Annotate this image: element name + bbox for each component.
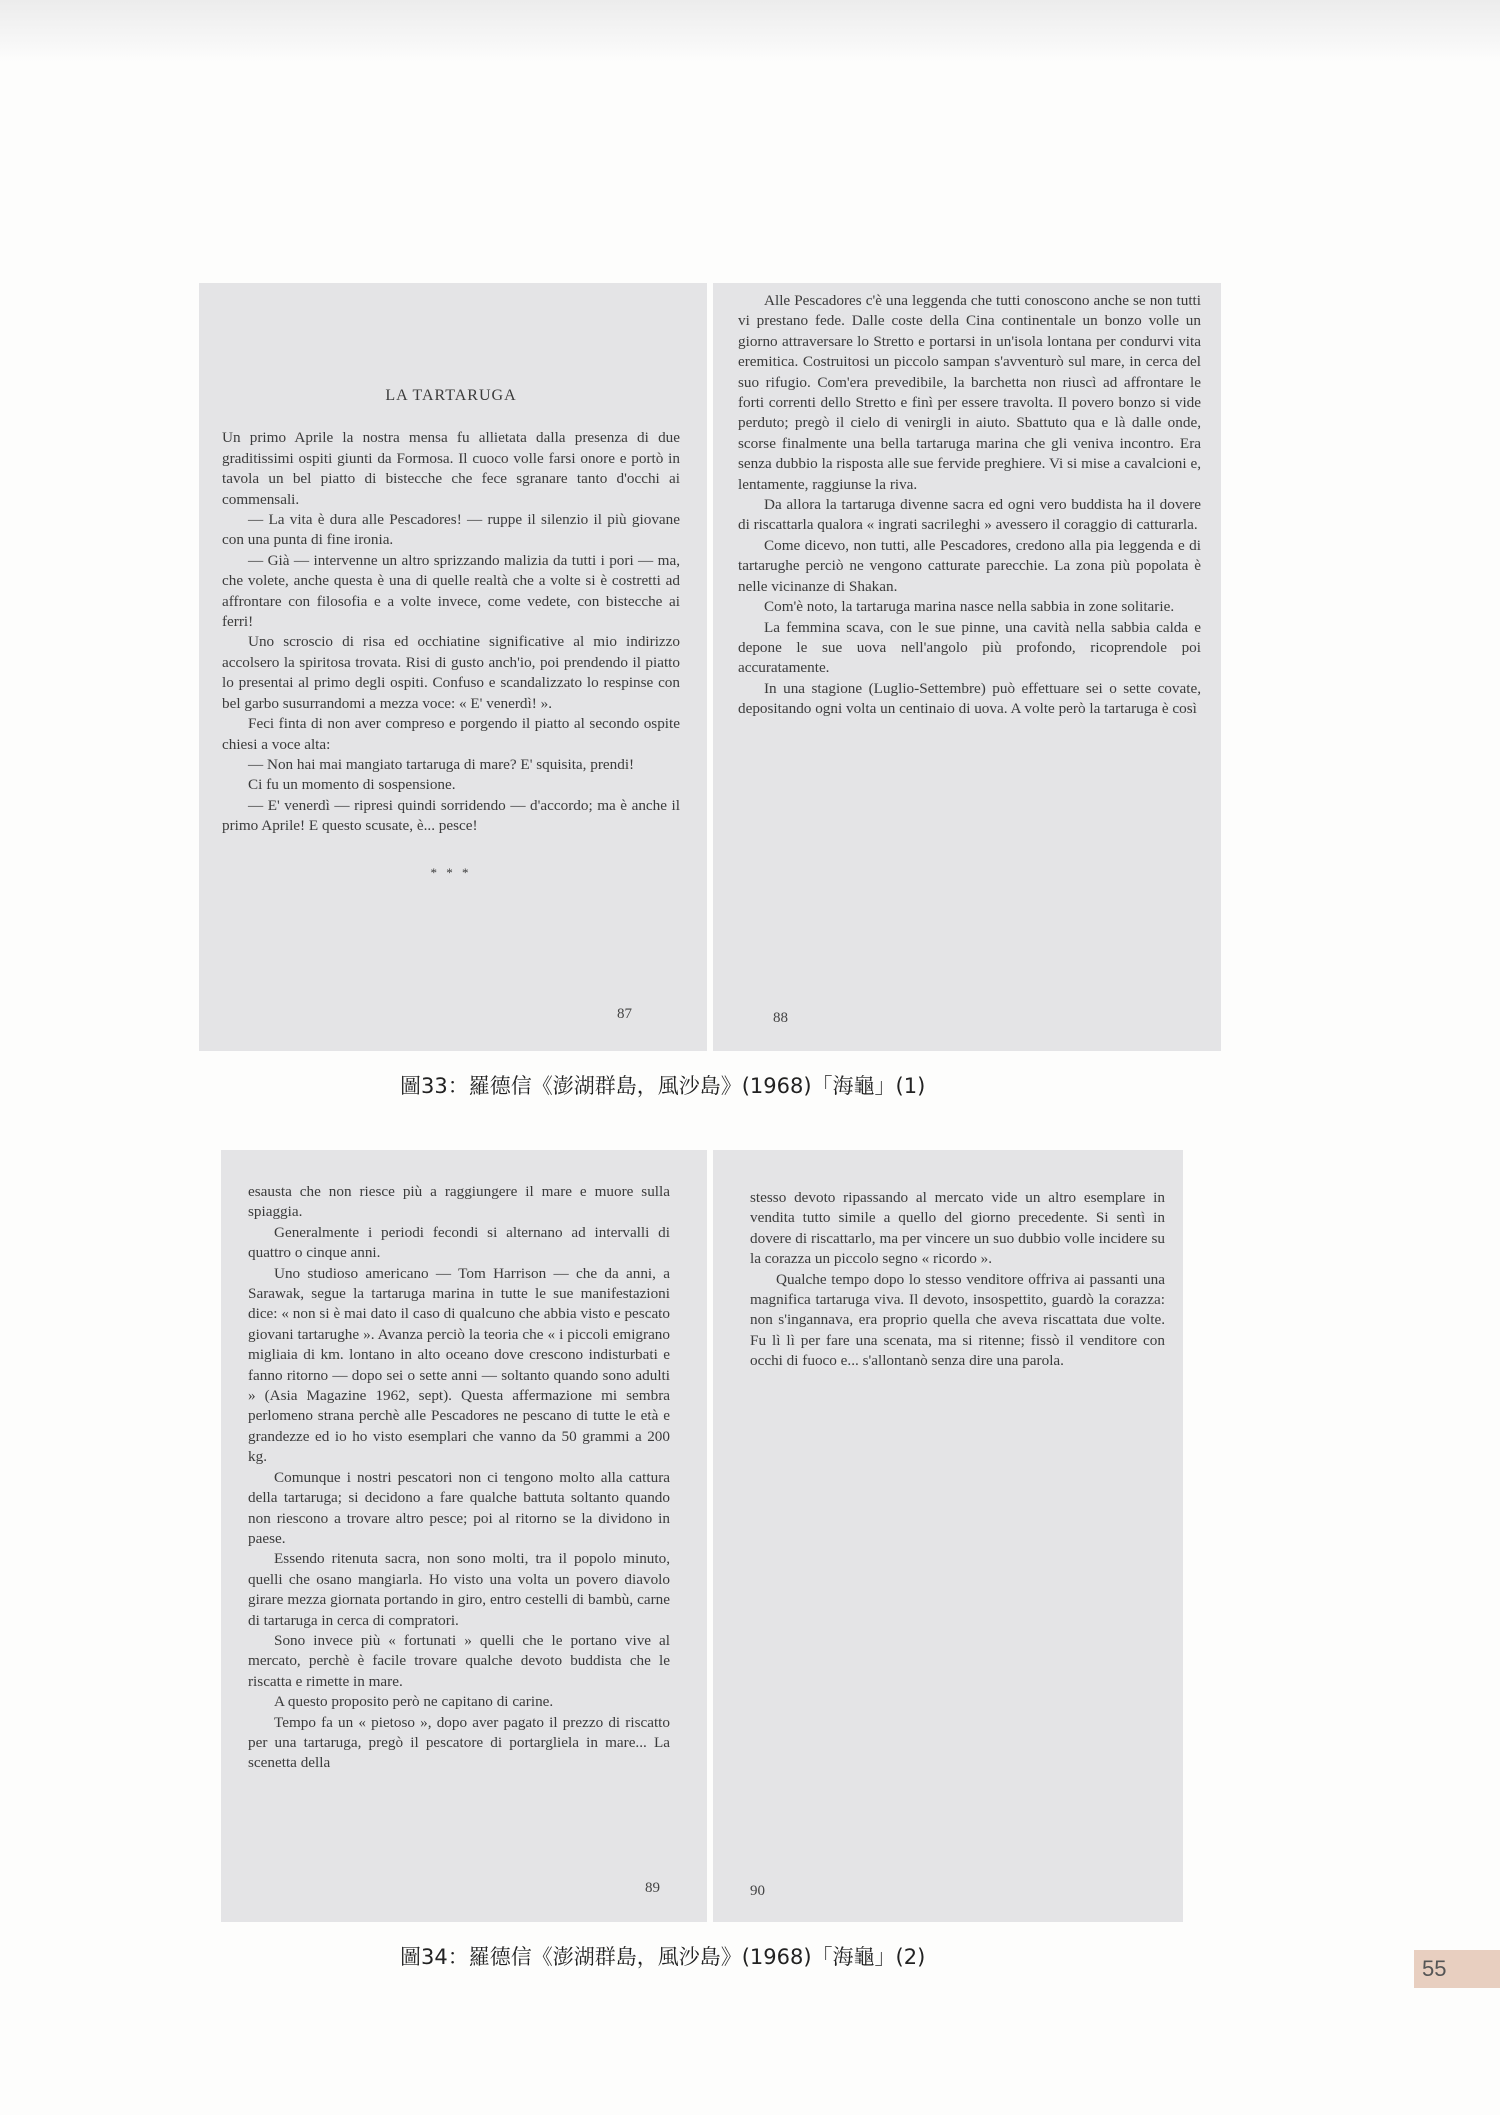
- figure-caption: 圖34：羅德信《澎湖群島，風沙島》(1968)「海龜」(2): [400, 1945, 926, 1969]
- paragraph: Da allora la tartaruga divenne sacra ed ogni vero buddista ha il dovere di riscattarla qualora « ingrati sacrileghi » avessero il coraggio di catturarla.: [738, 496, 1201, 534]
- paragraph: — Non hai mai mangiato tartaruga di mare? E' squisita, prendi!: [248, 755, 635, 773]
- chapter-title: LA TARTARUGA: [385, 387, 517, 404]
- page-number: 90: [750, 1883, 765, 1899]
- paragraph: Generalmente i periodi fecondi si alternano ad intervalli di quattro o cinque anni.: [248, 1223, 670, 1262]
- paragraph: Tempo fa un « pietoso », dopo aver pagato il prezzo di riscatto per una tartaruga, pregò il pescatore di portargliela in mare... La scenetta della: [248, 1713, 670, 1772]
- paragraph: Essendo ritenuta sacra, non sono molti, tra il popolo minuto, quelli che osano mangiarla. Ho visto una volta un povero diavolo girare mezza giornata portando in giro, entro cestelli di bambù, carne di tartaruga in cerca di compratori.: [248, 1550, 670, 1629]
- paragraph: — La vita è dura alle Pescadores! — ruppe il silenzio il più giovane con una punta di fine ironia.: [222, 511, 680, 549]
- page-number: 89: [645, 1880, 660, 1896]
- scan-page-89: [221, 1150, 707, 1922]
- section-separator: * * *: [430, 864, 472, 880]
- scan-page-90: [713, 1150, 1183, 1922]
- paragraph: Come dicevo, non tutti, alle Pescadores, credono alla pia leggenda e di tartarughe perciò ne vengono catturate parecchie. La zona più popolata è nelle vicinanze di Shakan.: [738, 536, 1201, 595]
- figure-caption: 圖33：羅德信《澎湖群島，風沙島》(1968)「海龜」(1): [400, 1074, 926, 1098]
- scan-top-band: [0, 0, 1500, 62]
- page-folio: 55: [1414, 1950, 1500, 1988]
- paragraph: Alle Pescadores c'è una leggenda che tutti conoscono anche se non tutti vi prestano fede. Dalle coste della Cina continentale un bonzo volle un giorno attraversare lo Stretto e portarsi in un'isola lontana per condurvi vita eremitica. Costruitosi un piccolo sampan s'avventurò sul mare, in cerca del suo rifugio. Com'era prevedibile, la barchetta non riuscì ad affrontare le forti correnti dello Stretto e finì per essere travolta. Il povero bonzo si vide perduto; pregò il cielo di venirgli in aiuto. Sbattuto qua e là dalle onde, scorse finalmente una bella tartaruga marina che gli veniva incontro. Era senza dubbio la risposta alle sue fervide preghiere. Vi si mise a cavalcioni e, lentamente, raggiunse la riva.: [738, 292, 1201, 493]
- paragraph: stesso devoto ripassando al mercato vide un altro esemplare in vendita tutto simile a quello del giorno precedente. Si sentì in dovere di riscattarlo, ma per vincere un suo dubbio volle incidere su la corazza un piccolo segno « ricordo ».: [750, 1189, 1165, 1268]
- paragraph: Qualche tempo dopo lo stesso venditore offriva ai passanti una magnifica tartaruga viva. Il devoto, insospettito, guardò la corazza: non s'ingannava, era proprio quella che aveva riscattata due volte. Fu lì lì per fare una scenata, ma si ritenne; fissò il venditore con occhi di fuoco e... s'allontanò senza dire una parola.: [750, 1270, 1165, 1370]
- page-88-text: [738, 291, 1201, 720]
- paragraph: Uno studioso americano — Tom Harrison — che da anni, a Sarawak, segue la tartaruga marina in tutte le sue manifestazioni dice: « non si è mai dato il caso di qualcuno che abbia visto e pescato giovani tartarughe ». Avanza perciò la teoria che « i piccoli emigrano migliaia di km. lontano in alto oceano dove crescono indisturbati e fanno ritorno — dopo sei o sette anni — soltanto quando sono adulti » (Asia Magazine 1962, sept). Questa affermazione mi sembra perlomeno strana perchè alle Pescadores ne pescano di tutte le età e grandezze ed io ho visto esemplari che vanno da 50 grammi a 200 kg.: [248, 1264, 670, 1466]
- page-90-text: [750, 1188, 1165, 1372]
- page-87-text: [222, 386, 680, 883]
- paragraph: — Già — intervenne un altro sprizzando malizia da tutti i pori — ma, che volete, anche questa è una di quelle realtà che a volte si è costretti ad affrontare con filosofia e a volte invece, come vedete, con bistecche ai ferri!: [222, 551, 680, 631]
- paragraph: A questo proposito però ne capitano di carine.: [274, 1693, 554, 1711]
- paragraph: Com'è noto, la tartaruga marina nasce nella sabbia in zone solitarie.: [764, 598, 1175, 616]
- paragraph: In una stagione (Luglio-Settembre) può effettuare sei o sette covate, depositando ogni volta un centinaio di uova. A volte però la tartaruga è così: [738, 679, 1201, 718]
- paragraph: Sono invece più « fortunati » quelli che le portano vive al mercato, perchè è facile trovare qualche devoto buddista che le riscatta e rimette in mare.: [248, 1631, 670, 1690]
- paragraph: Comunque i nostri pescatori non ci tengono molto alla cattura della tartaruga; si decidono a fare qualche battuta soltanto quando non riescono a trovare altro pesce; poi al ritorno se la dividono in paese.: [248, 1468, 670, 1547]
- paragraph: Ci fu un momento di sospensione.: [248, 776, 456, 794]
- paragraph: Uno scroscio di risa ed occhiatine significative al mio indirizzo accolsero la spiritosa trovata. Risi di gusto anch'io, poi prendendo il piatto lo presentai al primo degli ospiti. Confuso e scandalizzato lo respinse con bel garbo susurrandomi a mezza voce: « E' venerdì! ».: [222, 633, 680, 712]
- paragraph: La femmina scava, con le sue pinne, una cavità nella sabbia calda e depone le sue uova nell'angolo più profondo, ricoprendole poi accuratamente.: [738, 618, 1201, 677]
- page-number: 87: [617, 1006, 632, 1022]
- paragraph: Feci finta di non aver compreso e porgendo il piatto al secondo ospite chiesi a voce alta:: [222, 715, 680, 753]
- scan-page-87: [199, 283, 707, 1051]
- page-89-text: [248, 1182, 670, 1774]
- page-number: 88: [773, 1010, 788, 1026]
- scan-page-88: [713, 283, 1221, 1051]
- paragraph: Un primo Aprile la nostra mensa fu allietata dalla presenza di due graditissimi ospiti giunti da Formosa. Il cuoco volle farsi onore e portò in tavola un bel piatto di bistecche che fece sgranare tanto d'occhi ai commensali.: [222, 429, 680, 508]
- paragraph: esausta che non riesce più a raggiungere il mare e muore sulla spiaggia.: [248, 1183, 670, 1221]
- paragraph: — E' venerdì — ripresi quindi sorridendo — d'accordo; ma è anche il primo Aprile! E questo scusate, è... pesce!: [222, 796, 680, 835]
